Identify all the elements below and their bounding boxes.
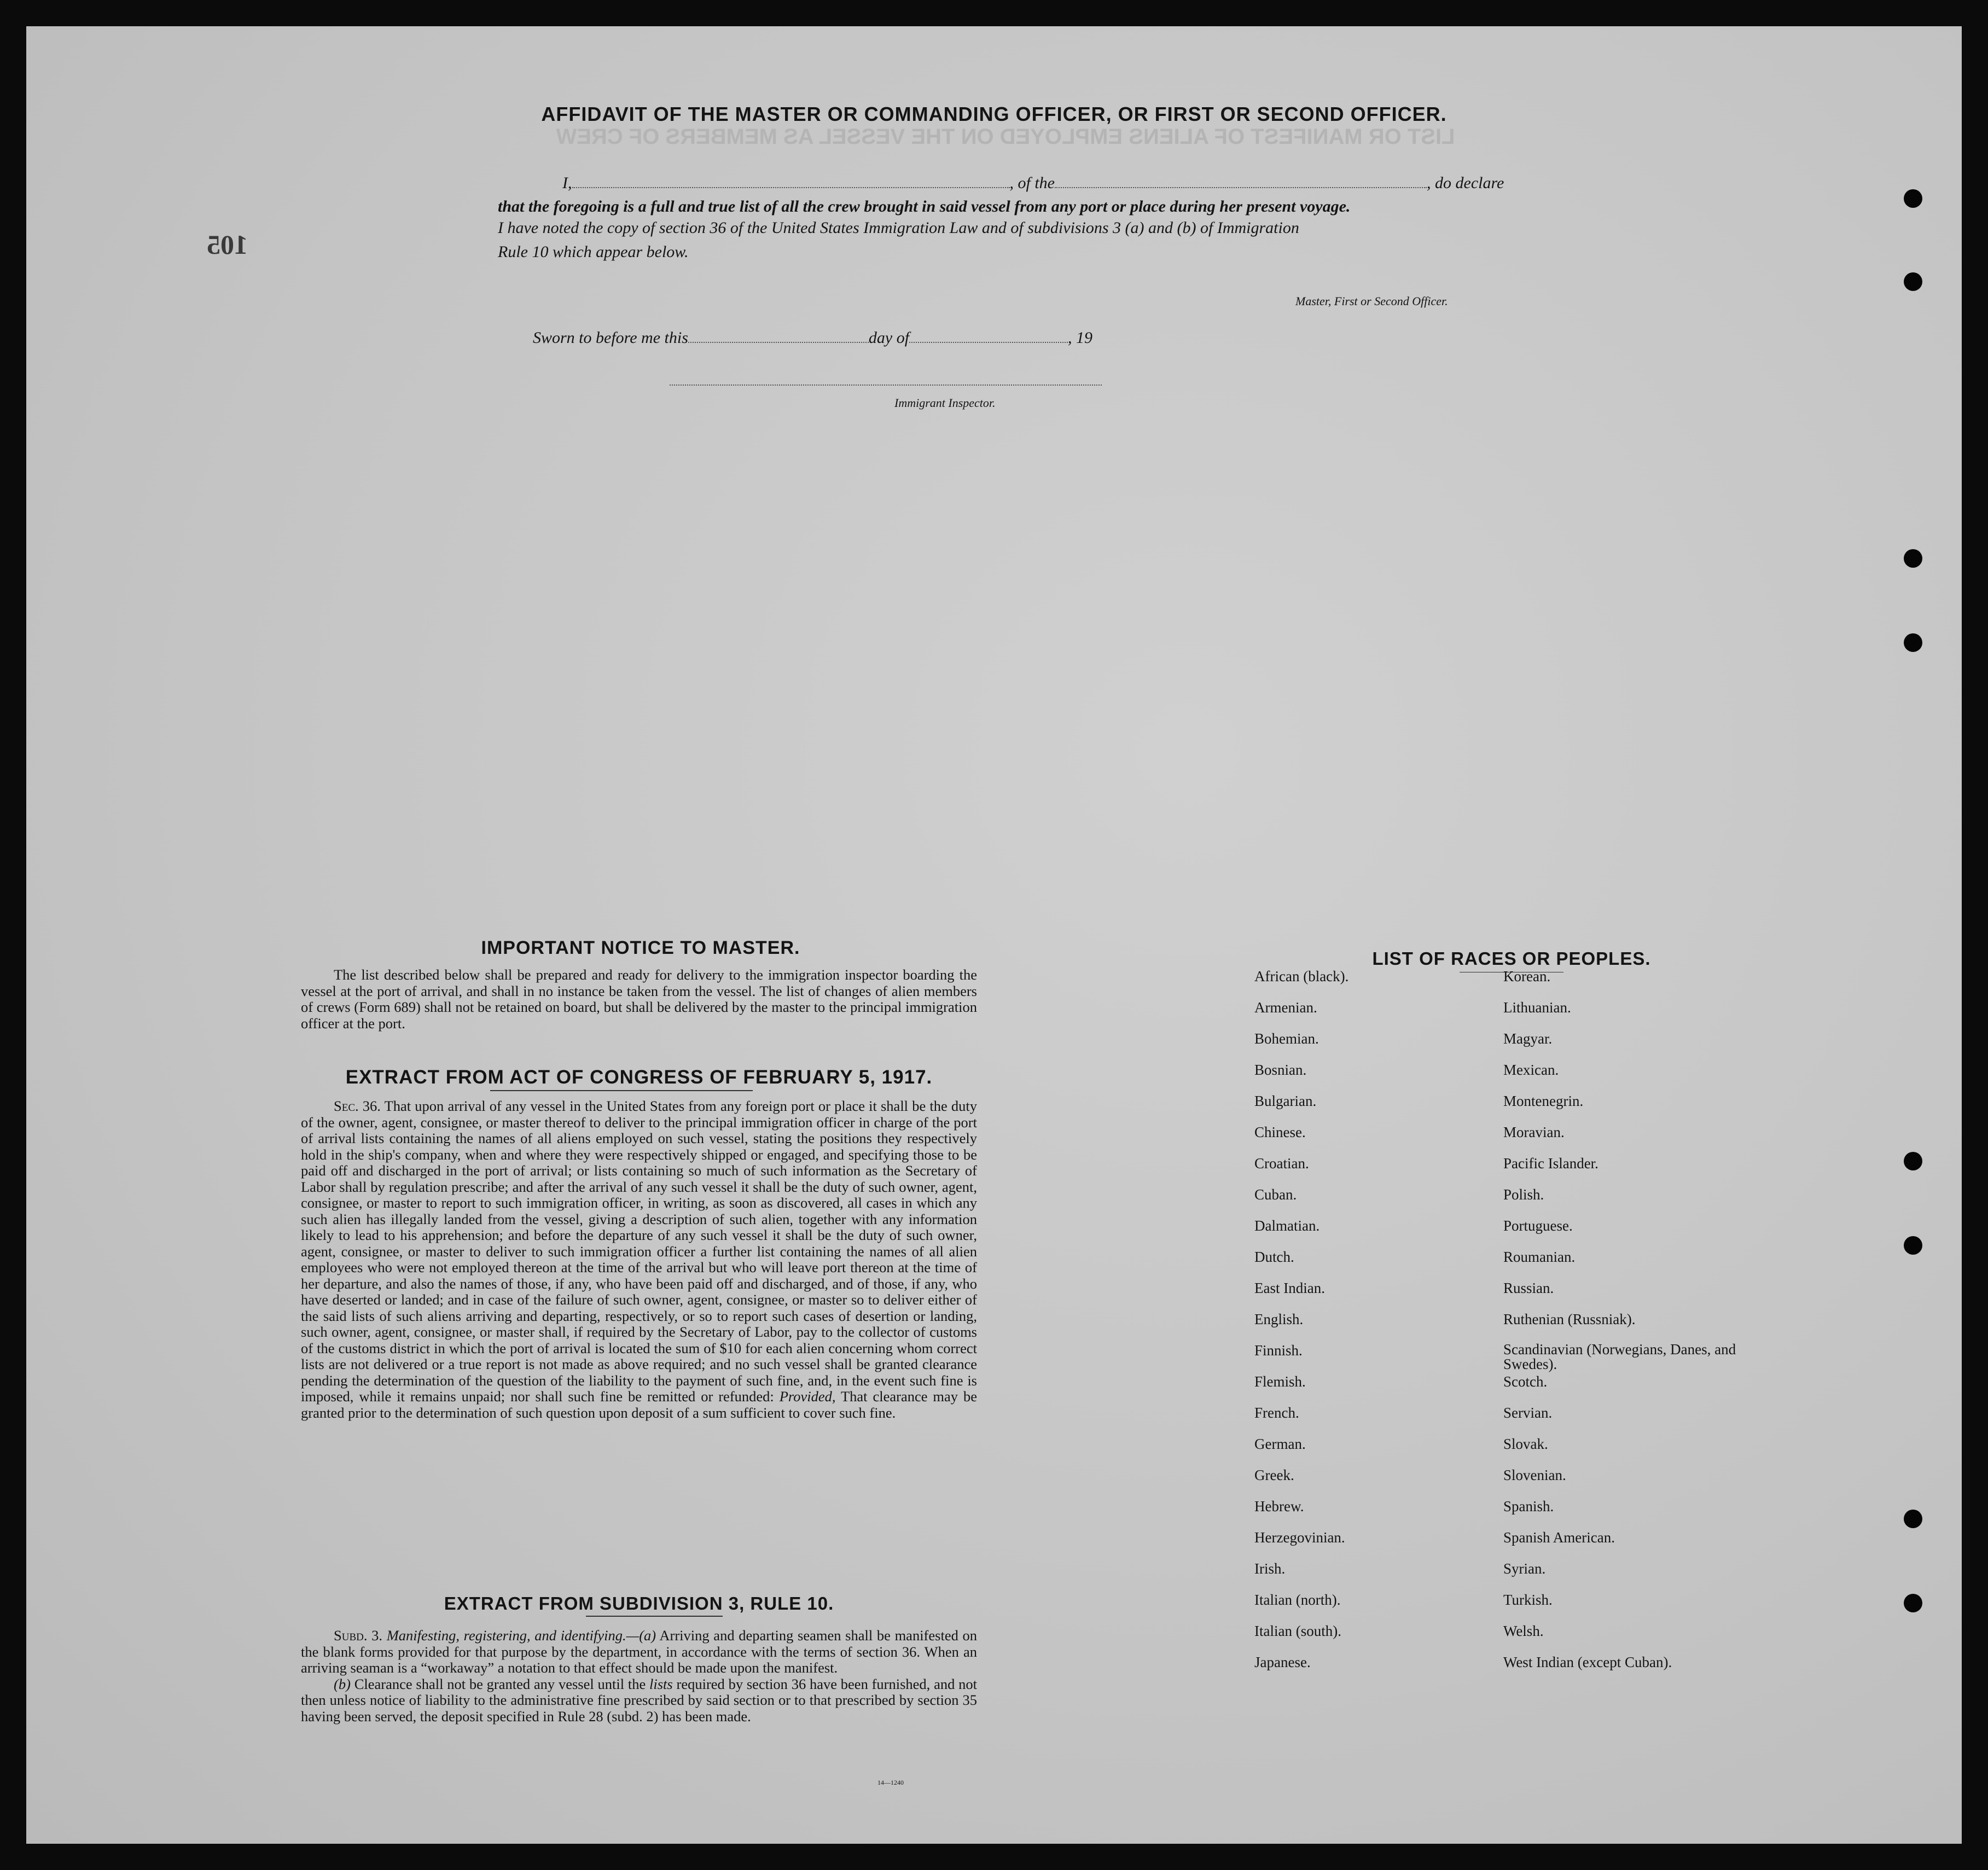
race-item: Magyar. [1503, 1030, 1553, 1047]
page-number: 105 [207, 229, 248, 260]
race-item: Scotch. [1503, 1373, 1548, 1390]
race-item: Spanish. [1503, 1498, 1554, 1514]
race-item: Bosnian. [1254, 1062, 1307, 1078]
punch-hole [1904, 189, 1922, 208]
sworn-text: Sworn to before me this [533, 329, 688, 347]
race-item: Scandinavian (Norwegians, Danes, and Swedes). [1503, 1341, 1736, 1372]
act-title-underline [490, 1090, 753, 1091]
race-item: Italian (south). [1254, 1623, 1341, 1639]
act-title: EXTRACT FROM ACT OF CONGRESS OF FEBRUARY 5, 1917. [345, 1067, 933, 1088]
race-item: German. [1254, 1436, 1306, 1452]
rule-title-underline [586, 1616, 723, 1617]
races-right-column [1503, 968, 1788, 1685]
race-item: Pacific Islander. [1503, 1155, 1598, 1172]
race-item: Roumanian. [1503, 1249, 1576, 1265]
race-item: Dalmatian. [1254, 1217, 1320, 1234]
race-item: Chinese. [1254, 1124, 1306, 1140]
rule-text [301, 1628, 977, 1725]
race-item: Russian. [1503, 1280, 1554, 1296]
document-page [26, 26, 1962, 1844]
race-item: Ruthenian (Russniak). [1503, 1311, 1636, 1327]
affidavit-declare: , do declare [1427, 174, 1504, 192]
punch-hole [1904, 272, 1922, 291]
race-item: Slovenian. [1503, 1467, 1566, 1483]
race-item: Syrian. [1503, 1560, 1546, 1577]
race-item: Armenian. [1254, 999, 1317, 1016]
race-item: Montenegrin. [1503, 1093, 1584, 1109]
b-text-1: Clearance shall not be granted any vessel until the [354, 1675, 646, 1692]
races-title: LIST OF RACES OR PEOPLES. [1372, 948, 1651, 969]
punch-hole [1904, 1510, 1922, 1528]
bleed-through: LIST OR MANIFEST OF ALIENS EMPLOYED ON THE VESSEL AS MEMBERS OF CREW [556, 125, 1455, 149]
inspector-label: Immigrant Inspector. [894, 396, 996, 410]
proviso-text: That clearance may be granted prior to the determination of such question upon deposit of a sum sufficient to cover such fine. [301, 1388, 977, 1421]
master-signature-label: Master, First or Second Officer. [1295, 294, 1448, 308]
affidavit-of-the: , of the [1009, 174, 1055, 192]
race-item: Slovak. [1503, 1436, 1548, 1452]
race-item: Korean. [1503, 968, 1551, 984]
race-item: East Indian. [1254, 1280, 1325, 1296]
form-number: 14—1240 [877, 1779, 904, 1786]
race-item: Portuguese. [1503, 1217, 1573, 1234]
subd-heading: Manifesting, registering, and identifying.—(a) [386, 1627, 656, 1644]
affidavit-line-3: I have noted the copy of section 36 of the United States Immigration Law and of subdivisions 3 (a) and (b) of Immigration [498, 219, 1299, 237]
punch-hole [1904, 549, 1922, 568]
race-item: Bulgarian. [1254, 1093, 1317, 1109]
race-item: Hebrew. [1254, 1498, 1304, 1514]
race-item: West Indian (except Cuban). [1503, 1654, 1672, 1670]
b-label: (b) [334, 1675, 351, 1692]
race-item: English. [1254, 1311, 1304, 1327]
act-text [301, 1098, 977, 1421]
race-item: Cuban. [1254, 1186, 1297, 1203]
race-item: Italian (north). [1254, 1592, 1341, 1608]
sworn-year: , 19 [1068, 329, 1093, 347]
sworn-day-of: day of [868, 329, 910, 347]
races-left-column [1254, 968, 1484, 1685]
sworn-line [533, 329, 1092, 347]
race-item: Herzegovinian. [1254, 1529, 1345, 1546]
race-item: Turkish. [1503, 1592, 1553, 1608]
rule-title: EXTRACT FROM SUBDIVISION 3, RULE 10. [444, 1593, 834, 1613]
notice-title: IMPORTANT NOTICE TO MASTER. [481, 937, 800, 958]
race-item: Dutch. [1254, 1249, 1294, 1265]
affidavit-line-1 [562, 174, 1504, 193]
sworn-month-blank [909, 342, 1068, 343]
race-item: Welsh. [1503, 1623, 1544, 1639]
race-item: Mexican. [1503, 1062, 1559, 1078]
act-body: That upon arrival of any vessel in the United States from any foreign port or place it shall be the duty of the owner, agent, consignee, or master thereof to deliver to the principal immigration officer in charge of the port of arrival lists containing the names of all aliens employed on such vessel, stating the positions they respectively hold in the ship's company, when and where they were respectively shipped or engaged, and specifying those to be paid off and discharged in the port of arrival; or lists containing so much of such information as the Secretary of Labor shall by regulation prescribe; and after the arrival of any such vessel it shall be the duty of such owner, agent, consignee, or master to report to such immigration officer, in writing, as soon as discovered, all cases in which any such alien has illegally landed from the vessel, giving a description of such alien, together with any information likely to lead to his apprehension; and before the departure of any such vessel it shall be the duty of such owner, agent, consignee, or master to deliver to such immigration officer a further list containing the names of all alien employees who were not employed thereon at the time of the arrival but who will leave port thereon at the time of her departure, and also the names of those, if any, who have been paid off and discharged, and of those, if any, who have deserted or landed; and in case of the failure of such owner, agent, consignee, or master so to deliver either of the said lists of such aliens arriving and departing, respectively, or so to report such cases of desertion or landing, such owner, agent, consignee, or master shall, if required by the Secretary of Labor, pay to the collector of customs of the customs district in which the port of arrival is located the sum of $10 for each alien concerning whom correct lists are not delivered or a true report is not made as above required; and no such vessel shall be granted clearance pending the determination of the question of the liability to the payment of such fine, and, in the event such fine is imposed, while it remains unpaid; nor shall such fine be remitted or refunded: [301, 1098, 977, 1405]
race-item: Bohemian. [1254, 1030, 1319, 1047]
race-item: African (black). [1254, 968, 1349, 984]
notice-paragraph: The list described below shall be prepared and ready for delivery to the immigration inspector boarding the vessel at the port of arrival, and shall in no instance be taken from the vessel. The list of changes of alien members of crews (Form 689) shall not be retained on board, but shall be delivered by the master to the principal immigration officer at the port. [301, 966, 977, 1032]
race-item: Croatian. [1254, 1155, 1309, 1172]
race-item: Greek. [1254, 1467, 1294, 1483]
punch-hole [1904, 1236, 1922, 1255]
race-item: Servian. [1503, 1405, 1553, 1421]
name-blank [572, 187, 1010, 188]
punch-hole [1904, 1152, 1922, 1170]
inspector-signature-blank [670, 385, 1102, 386]
affidavit-line-4: Rule 10 which appear below. [498, 243, 689, 261]
affidavit-line-2: that the foregoing is a full and true list of all the crew brought in said vessel from any port or place during her present voyage. [498, 197, 1351, 215]
race-item: Flemish. [1254, 1373, 1306, 1390]
race-item: Moravian. [1503, 1124, 1565, 1140]
sworn-day-blank [688, 342, 869, 343]
race-item: French. [1254, 1405, 1299, 1421]
race-item: Irish. [1254, 1560, 1286, 1577]
sec-label: Sec. 36. [334, 1098, 381, 1114]
proviso-label: Provided, [779, 1388, 836, 1405]
vessel-blank [1055, 187, 1427, 188]
race-item: Polish. [1503, 1186, 1544, 1203]
punch-hole [1904, 633, 1922, 652]
affidavit-title: AFFIDAVIT OF THE MASTER OR COMMANDING OFFICER, OR FIRST OR SECOND OFFICER. [541, 103, 1447, 125]
subd-label: Subd. 3. [334, 1627, 383, 1644]
subd-text: Arriving and departing seamen shall be manifested on the blank forms provided for that purpose by the department, in accordance with the terms of section 36. When an arriving seaman is a “workaway” a notation to that effect should be made upon the manifest. [301, 1627, 978, 1676]
affidavit-i: I, [562, 174, 572, 192]
punch-hole [1904, 1594, 1922, 1612]
race-item: Finnish. [1254, 1342, 1303, 1359]
race-item: Spanish American. [1503, 1529, 1615, 1546]
race-item: Lithuanian. [1503, 999, 1571, 1016]
b-text-2: required by section 36 have been furnished, and not then unless notice of liability to the administrative fine prescribed by said section or to that prescribed by section 35 having been served, the deposit specified in Rule 28 (subd. 2) has been made. [301, 1675, 977, 1725]
notice-text [301, 967, 977, 1032]
race-item: Japanese. [1254, 1654, 1311, 1670]
b-lists: lists [649, 1675, 673, 1692]
